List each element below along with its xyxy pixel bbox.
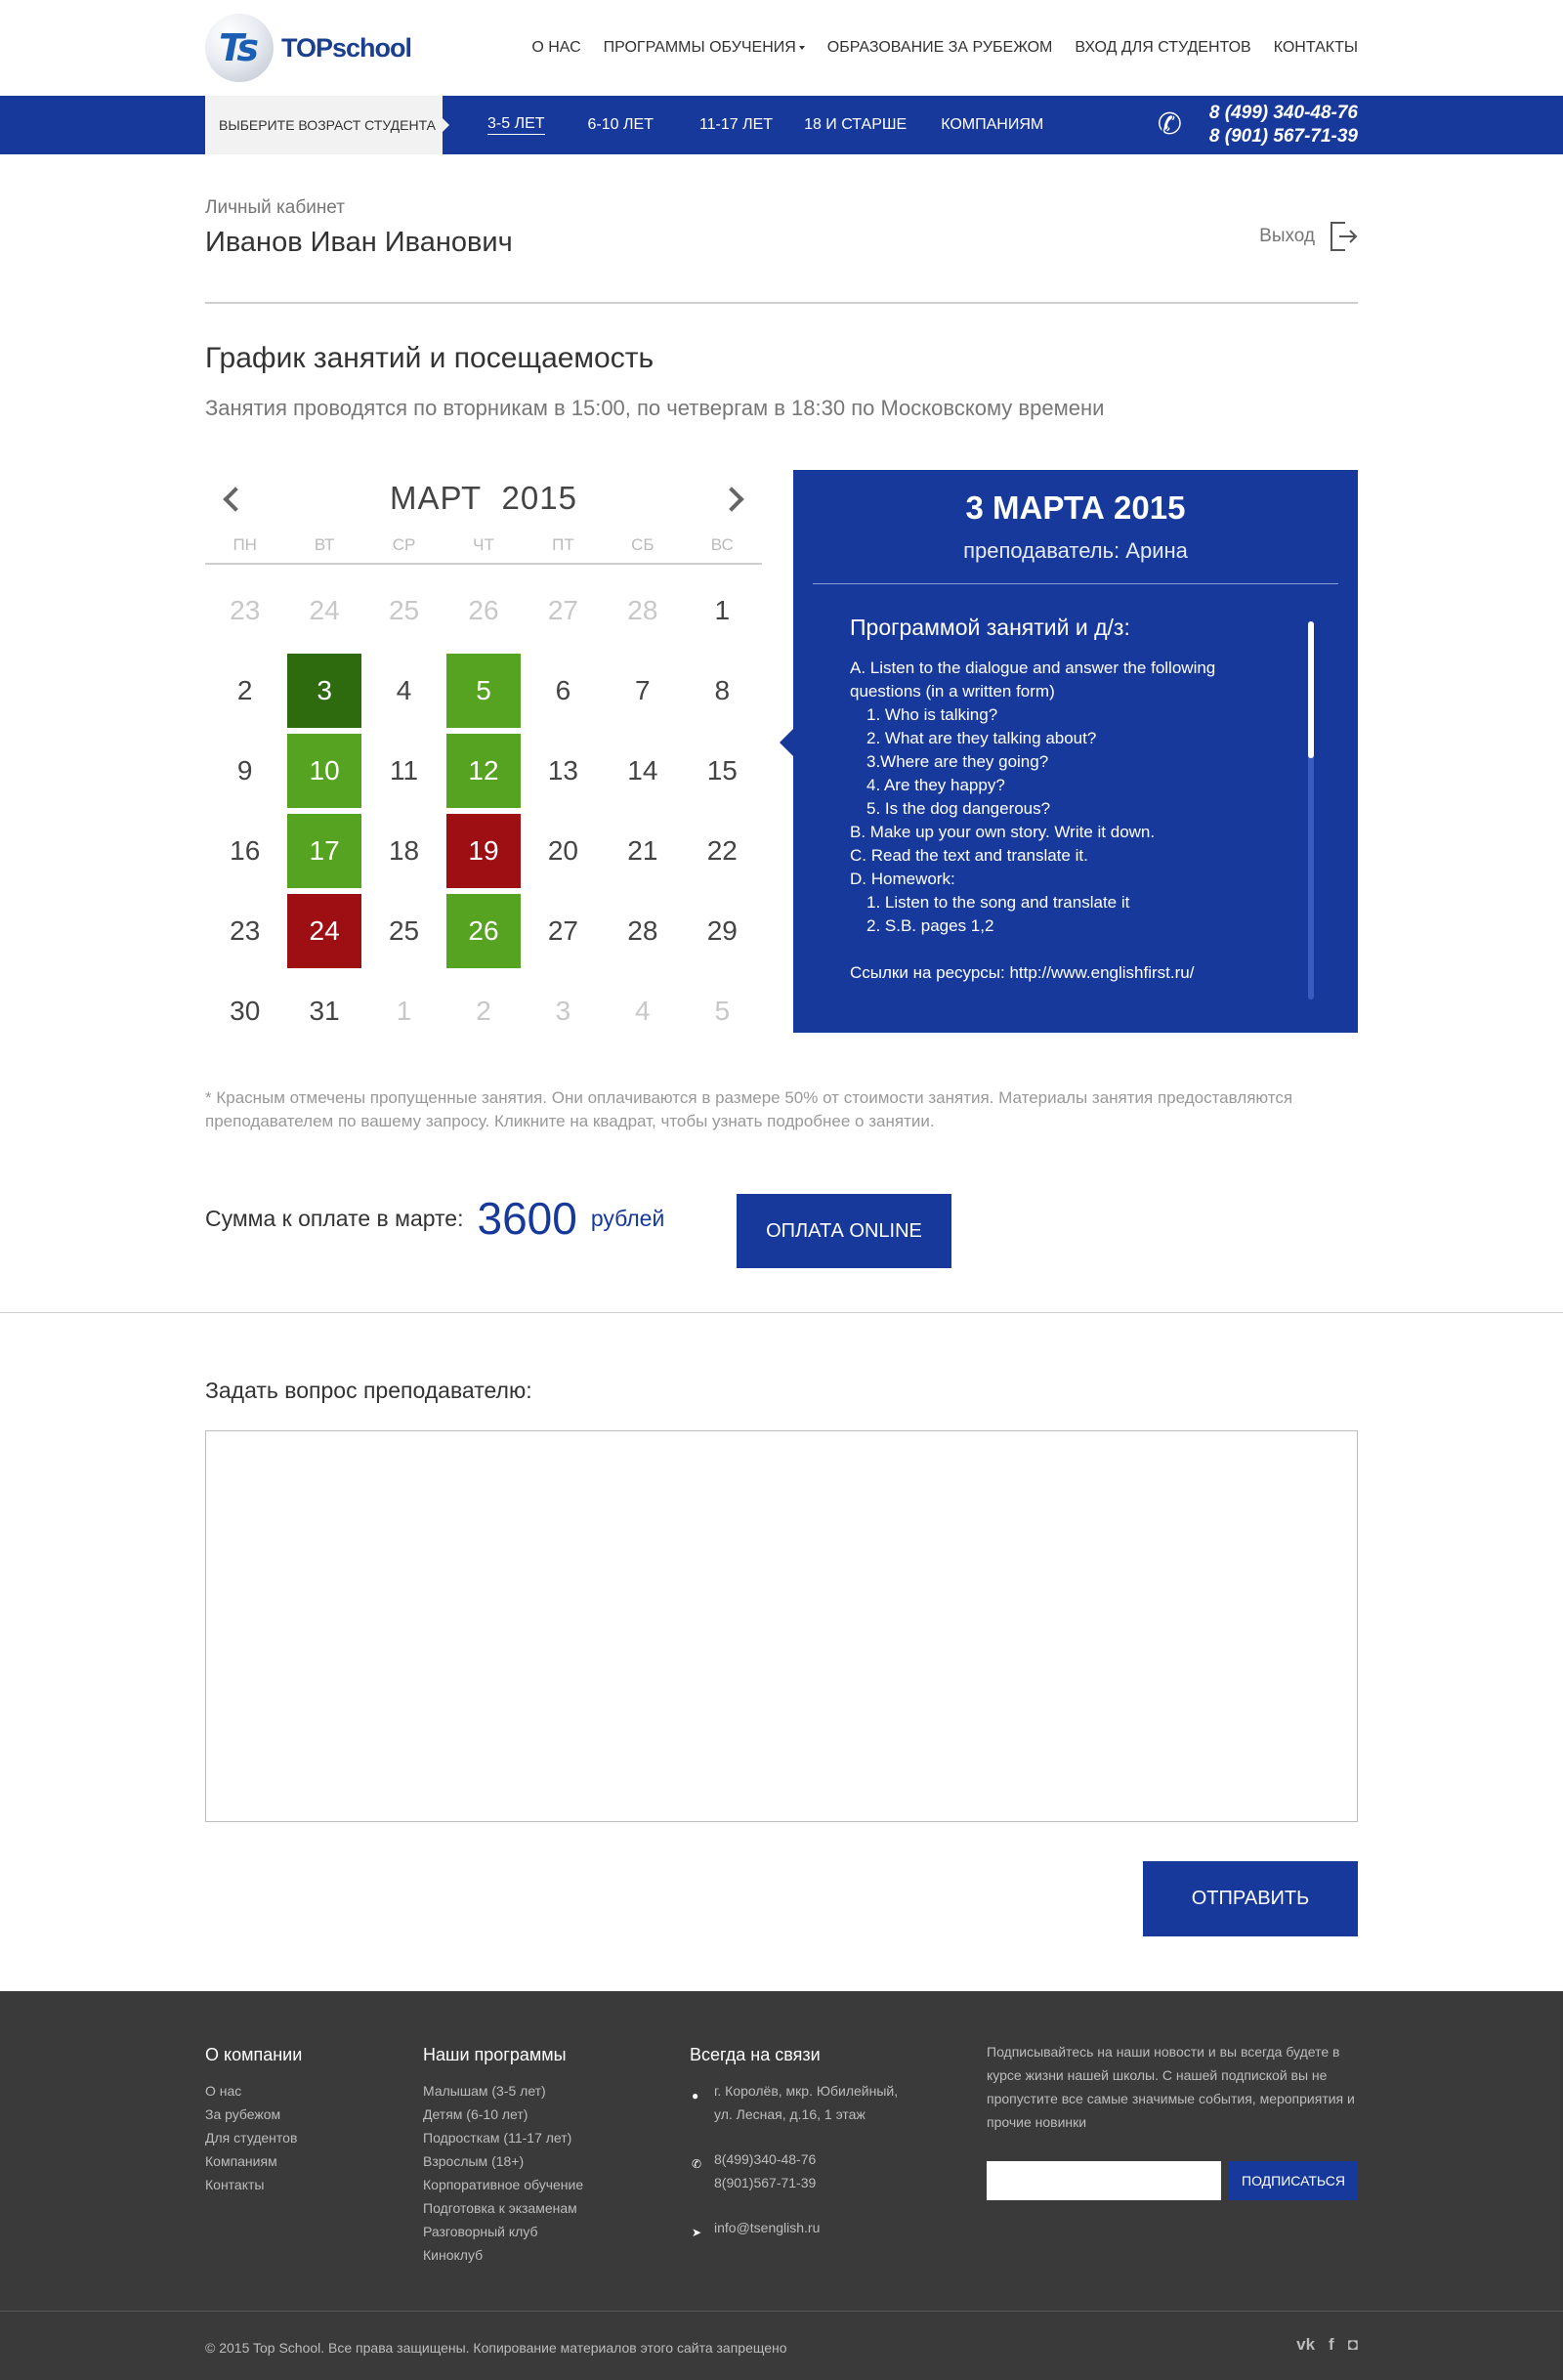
calendar-day[interactable] [524,571,603,651]
age-selector-label: ВЫБЕРИТЕ ВОЗРАСТ СТУДЕНТА [205,96,443,154]
user-name: Иванов Иван Иванович [205,227,513,258]
calendar-day-number: 24 [309,595,340,625]
subscribe-text: Подписывайтесь на наши новости и вы всегда будете в курсе жизни нашей школы. С нашей подпиской вы не пропустите все самые значимые события, мероприятия и прочие новинки [987,2044,1355,2130]
calendar-day-number: 17 [287,814,361,888]
location-pin-icon: ● [692,2089,699,2103]
tab-age-6-10[interactable]: 6-10 ЛЕТ [587,116,654,133]
calendar-day-number: 9 [236,755,253,786]
footer-links [423,2079,583,2267]
header-phones [1209,102,1358,149]
calendar-day[interactable] [205,651,284,731]
weekday-label: СБ [631,535,655,554]
question-textarea[interactable] [205,1430,1358,1822]
calendar-day[interactable] [444,891,523,971]
pay-online-button[interactable]: ОПЛАТА ONLINE [737,1194,951,1268]
logout-icon [1329,221,1358,252]
footer-link[interactable]: Киноклуб [423,2247,484,2263]
calendar-day-number: 4 [396,675,412,705]
calendar-day-number: 26 [446,894,521,968]
calendar-day-number: 26 [468,595,499,625]
top-nav [509,39,1358,57]
lesson-program-line: 1. Who is talking? [866,705,998,724]
calendar-day-number: 2 [236,675,253,705]
site-header [0,0,1563,96]
calendar-day[interactable] [444,971,523,1051]
calendar-day[interactable] [205,811,284,891]
calendar-day-number: 6 [555,675,571,705]
tab-age-11-17[interactable]: 11-17 ЛЕТ [698,116,774,133]
footer-col-title: О компании [205,2045,303,2064]
lesson-program [850,615,1280,985]
calendar-day[interactable] [603,891,682,971]
calendar-day[interactable] [284,971,363,1051]
calendar-year: 2015 [501,480,577,516]
calendar-day-number: 1 [714,595,731,625]
footer-link[interactable]: Малышам (3-5 лет) [423,2083,546,2099]
calendar-day-number: 28 [627,915,658,946]
lesson-program-line: 2. S.B. pages 1,2 [866,916,994,935]
footer-col-title: Всегда на связи [690,2045,821,2064]
footer-link[interactable]: Для студентов [205,2130,298,2146]
nav-student-login[interactable]: ВХОД ДЛЯ СТУДЕНТОВ [1075,39,1251,56]
calendar-day-number: 24 [287,894,361,968]
calendar-day-number: 1 [396,996,412,1026]
calendar-day[interactable] [205,891,284,971]
lesson-program-line: D. Homework: [850,870,955,888]
nav-programs[interactable]: ПРОГРАММЫ ОБУЧЕНИЯ [604,39,805,57]
footer-col-programs [423,2045,583,2267]
calendar-day-number: 27 [547,915,578,946]
weekday-label: ВТ [314,535,335,554]
scrollbar-thumb[interactable] [1308,621,1314,758]
logout-label: Выход [1259,226,1315,246]
calendar-day-number: 8 [714,675,731,705]
weekday-label: ПТ [552,535,574,554]
lesson-program-line: C. Read the text and translate it. [850,846,1088,865]
calendar-day-number: 21 [627,835,658,866]
lesson-program-line: B. Make up your own story. Write it down. [850,823,1156,841]
calendar-header [205,469,762,528]
nav-contacts[interactable]: КОНТАКТЫ [1273,39,1358,56]
scrollbar[interactable] [1308,621,1314,999]
lesson-teacher: преподаватель: Арина [963,538,1188,563]
footer-phones: ✆ 8(499)340-48-76 8(901)567-71-39 [692,2151,817,2190]
schedule-title: График занятий и посещаемость [205,342,655,374]
calendar-month: МАРТ [390,480,483,516]
calendar-day[interactable] [284,651,363,731]
calendar-day-number: 10 [287,734,361,808]
footer-email[interactable]: ➤ info@tsenglish.ru [690,2216,898,2239]
calendar-day[interactable] [364,891,444,971]
lesson-program-line: questions (in a written form) [850,682,1055,701]
divider [205,302,1358,304]
instagram-icon[interactable]: ◘ [1347,2335,1358,2354]
calendar-day[interactable] [444,571,523,651]
calendar-day-number: 19 [446,814,521,888]
calendar-day-number: 31 [309,996,340,1026]
lesson-date: 3 МАРТА 2015 [965,489,1186,526]
calendar-day[interactable] [683,571,762,651]
calendar-day-number: 3 [555,996,571,1026]
cabinet-subtitle: Личный кабинет [205,197,345,218]
calendar-day[interactable] [524,731,603,811]
calendar-day[interactable] [603,731,682,811]
logo-text: TOPschool [281,32,412,63]
footer-link[interactable]: Взрослым (18+) [423,2153,525,2169]
payment-currency: рублей [590,1205,665,1231]
chevron-down-icon [799,46,805,50]
chevron-right-icon[interactable] [719,487,743,511]
footer-address: ● г. Королёв, мкр. Юбилейный, ул. Лесная, д.16, 1 этаж [692,2083,899,2122]
footer-link[interactable]: Детям (6-10 лет) [423,2106,528,2122]
calendar-day[interactable] [364,731,444,811]
facebook-icon[interactable]: f [1329,2335,1334,2354]
missed-lessons-note: * Красным отмечены пропущенные занятия. Они оплачиваются в размере 50% от стоимости занятия. Материалы занятия предоставляются преподавателем по вашему запросу. Кликните на квадрат, чтобы узнать подробнее о занятии. [205,1088,1293,1130]
calendar-day[interactable] [524,971,603,1051]
lesson-program-lines [850,657,1280,985]
calendar-day[interactable] [284,891,363,971]
calendar-day-number: 7 [635,675,651,705]
calendar-day-number: 30 [230,996,261,1026]
nav-about[interactable]: О НАС [531,39,581,56]
calendar-day-number: 5 [446,654,521,728]
payment-summary [205,1192,664,1245]
footer-link[interactable]: Компаниям [205,2153,277,2169]
lesson-details-panel [793,470,1358,1033]
calendar-day[interactable] [524,651,603,731]
footer-link[interactable]: Разговорный клуб [423,2224,538,2239]
lesson-program-line: 5. Is the dog dangerous? [866,799,1051,818]
calendar-day-number: 28 [627,595,658,625]
calendar-day-number: 16 [230,835,261,866]
calendar-day-number: 15 [706,755,738,786]
calendar-day-number: 4 [635,996,651,1026]
nav-abroad[interactable]: ОБРАЗОВАНИЕ ЗА РУБЕЖОМ [826,39,1053,56]
calendar-day[interactable] [284,571,363,651]
calendar-day[interactable] [683,971,762,1051]
weekday-label: ПН [232,535,257,554]
divider [0,2311,1563,2312]
calendar-day-number: 23 [230,595,261,625]
lesson-program-line: A. Listen to the dialogue and answer the following [850,659,1216,677]
footer-col-title: Наши программы [423,2045,567,2064]
calendar-day[interactable] [603,651,682,731]
calendar-day[interactable] [364,651,444,731]
payment-amount: 3600 [477,1193,577,1244]
logo-mark-icon: Ts [205,14,274,82]
footer-link[interactable]: Подготовка к экзаменам [423,2200,577,2216]
calendar-day[interactable] [444,811,523,891]
calendar-day[interactable] [524,891,603,971]
calendar-day[interactable] [205,971,284,1051]
calendar-grid [205,571,762,1051]
calendar-day[interactable] [205,571,284,651]
calendar-day[interactable] [603,971,682,1051]
calendar-day[interactable] [284,731,363,811]
divider [0,1312,1563,1313]
calendar-day-number: 20 [547,835,578,866]
lesson-program-line: 1. Listen to the song and translate it [866,893,1130,912]
footer-link[interactable]: Подросткам (11-17 лет) [423,2130,572,2146]
phone-icon: ✆ [1157,108,1182,141]
send-icon: ➤ [692,2226,702,2239]
calendar-day[interactable] [683,811,762,891]
copyright: © 2015 Top School. Все права защищены. Копирование материалов этого сайта запрещено [205,2340,787,2356]
age-tabs [443,96,1043,154]
footer-col-contacts [690,2045,898,2239]
calendar-day[interactable] [364,571,444,651]
tab-age-18-plus[interactable]: 18 И СТАРШЕ [804,116,908,133]
calendar-day-number: 14 [627,755,658,786]
logo[interactable] [205,14,411,82]
calendar-day[interactable] [364,811,444,891]
footer-link[interactable]: Контакты [205,2177,265,2192]
calendar-weekdays [205,528,762,565]
calendar-day[interactable] [683,891,762,971]
calendar-day[interactable] [205,731,284,811]
subscribe-email-input[interactable] [987,2161,1221,2200]
phone-1[interactable]: 8 (499) 340-48-76 [1208,103,1358,123]
send-button[interactable]: ОТПРАВИТЬ [1143,1861,1358,1936]
logout-button[interactable] [1259,221,1358,252]
calendar-day[interactable] [683,731,762,811]
calendar-day-number: 2 [476,996,491,1026]
calendar-day-number: 13 [547,755,578,786]
calendar-day[interactable] [364,971,444,1051]
calendar-day-number: 25 [388,595,420,625]
calendar-day-number: 29 [706,915,738,946]
calendar-day-number: 22 [706,835,738,866]
lesson-program-line: Ссылки на ресурсы: http://www.englishfirst.ru/ [850,963,1195,982]
calendar-day[interactable] [603,571,682,651]
site-footer [0,1991,1563,2380]
calendar-day[interactable] [683,651,762,731]
calendar-day-number: 18 [388,835,420,866]
schedule-subtitle: Занятия проводятся по вторникам в 15:00, по четвергам в 18:30 по Московскому времени [205,396,1105,420]
calendar-day-number: 27 [547,595,578,625]
footer-link[interactable]: За рубежом [205,2106,281,2122]
calendar-day[interactable] [444,651,523,731]
chevron-left-icon[interactable] [223,487,247,511]
footer-link[interactable]: О нас [205,2083,242,2099]
calendar-day-number: 3 [287,654,361,728]
phone-2[interactable]: 8 (901) 567-71-39 [1208,126,1358,147]
subscribe-button[interactable]: ПОДПИСАТЬСЯ [1229,2161,1358,2200]
weekday-label: ВС [710,535,734,554]
calendar-day[interactable] [603,811,682,891]
calendar [205,469,762,1051]
calendar-day-number: 23 [230,915,261,946]
calendar-day-number: 5 [714,996,731,1026]
lesson-program-line: 3.Where are they going? [866,752,1049,771]
question-label: Задать вопрос преподавателю: [205,1378,532,1403]
lesson-program-line: 2. What are they talking about? [866,729,1097,747]
calendar-day[interactable] [444,731,523,811]
footer-links [205,2079,302,2196]
weekday-label: СР [392,535,416,554]
divider [813,583,1338,584]
calendar-day-number: 12 [446,734,521,808]
tab-companies[interactable]: КОМПАНИЯМ [941,116,1044,133]
calendar-day[interactable] [524,811,603,891]
tab-age-3-5[interactable]: 3-5 ЛЕТ [487,115,545,135]
payment-label: Сумма к оплате в марте: [205,1205,464,1231]
calendar-day-number: 11 [390,755,419,786]
phone-icon: ✆ [692,2157,702,2171]
calendar-day-number: 25 [388,915,420,946]
lesson-program-line: 4. Are they happy? [866,776,1005,794]
footer-col-company [205,2045,302,2196]
lesson-program-heading: Программой занятий и д/з: [850,615,1130,640]
calendar-day[interactable] [284,811,363,891]
age-bar [0,96,1563,154]
social-links [1296,2335,1358,2355]
vk-icon[interactable]: vk [1296,2335,1316,2354]
weekday-label: ЧТ [473,535,494,554]
footer-link[interactable]: Корпоративное обучение [423,2177,584,2192]
